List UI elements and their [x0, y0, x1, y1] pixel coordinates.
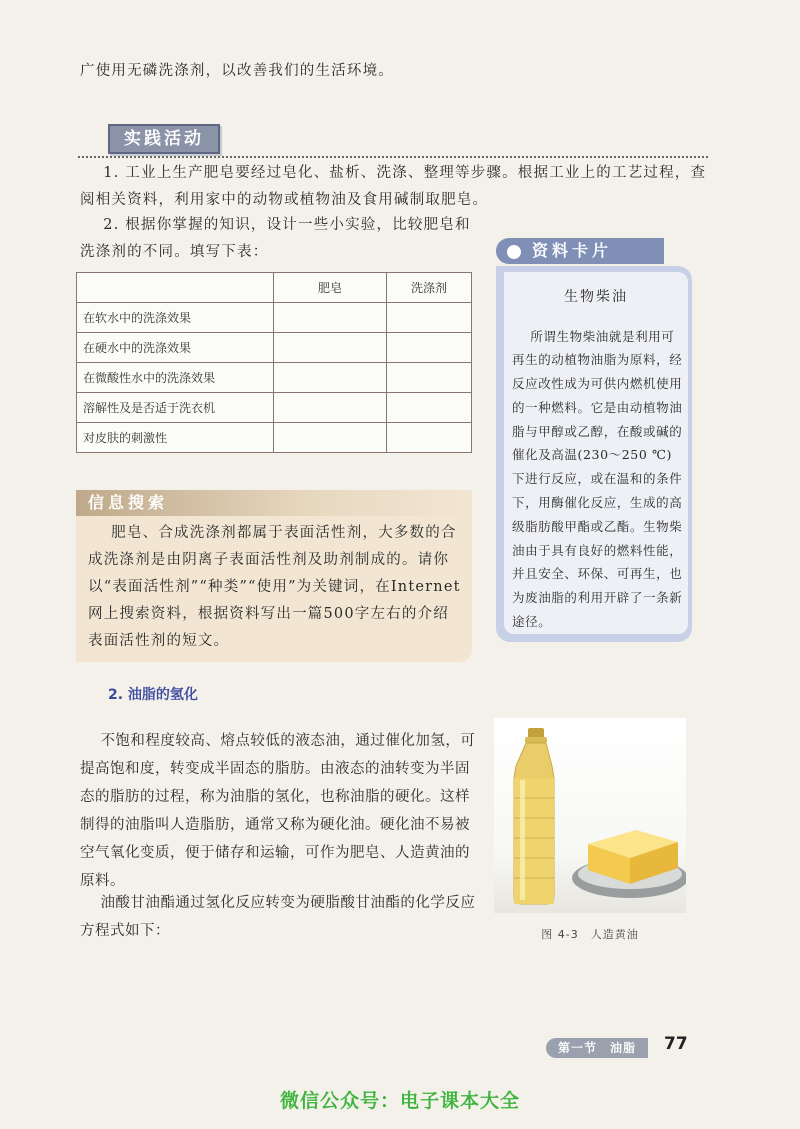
table-row [77, 333, 472, 363]
data-card-body: 所谓生物柴油就是利用可再生的动植物油脂为原料，经反应改性成为可供内燃机使用的一种燃料。它是由动植物油脂与甲醇或乙醇，在酸或碱的催化及高温(230～250 ℃)下进行反应，或在温和的条件下，用酶催化反应，生成的高级脂肪酸甲酯或乙酯。生物柴油由于具有良好的燃料性能，并且安全、环保、可再生，也为废油脂的利用开辟了一条新途径。 [512, 328, 683, 630]
hydrogenation-text: 不饱和程度较高、熔点较低的液态油，通过催化加氢，可提高饱和度，转变成半固态的脂肪。由液态的油转变为半固态的脂肪的过程，称为油脂的氢化，也称油脂的硬化。这样制得的油脂叫人造脂肪，通常又称为硬化油。硬化油不易被空气氧化变质，便于储存和运输，可作为肥皂、人造黄油的原料。 [80, 732, 476, 889]
table-cell-detergent[interactable] [387, 363, 472, 393]
bullet-dot-icon [506, 244, 522, 260]
table-row-label: 溶解性及是否适于洗衣机 [77, 393, 274, 423]
data-card-title: 生物柴油 [564, 289, 628, 305]
table-header-cell: 肥皂 [274, 273, 387, 303]
practice-step-2 [80, 212, 475, 266]
table-row-label: 在微酸性水中的洗涤效果 [77, 363, 274, 393]
practice-step-1-text: 1. 工业上生产肥皂要经过皂化、盐析、洗涤、整理等步骤。根据工业上的工艺过程，查阅相关资料，利用家中的动物或植物油及食用碱制取肥皂。 [80, 165, 707, 208]
table-cell-soap[interactable] [274, 393, 387, 423]
table-row [77, 363, 472, 393]
table-header-cell [77, 273, 274, 303]
margarine-photo [494, 718, 686, 913]
equation-intro-text: 油酸甘油酯通过氢化反应转变为硬脂酸甘油酯的化学反应方程式如下： [80, 894, 476, 939]
table-cell-detergent[interactable] [387, 393, 472, 423]
table-row-label: 在硬水中的洗涤效果 [77, 333, 274, 363]
data-card-text [512, 325, 684, 634]
table-cell-soap[interactable] [274, 423, 387, 453]
intro-line: 广使用无磷洗涤剂，以改善我们的生活环境。 [80, 63, 394, 79]
table-cell-soap[interactable] [274, 303, 387, 333]
table-row-label: 对皮肤的刺激性 [77, 423, 274, 453]
equation-intro-paragraph [80, 889, 478, 945]
table-cell-detergent[interactable] [387, 303, 472, 333]
watermark-text: 微信公众号：电子课本大全 [279, 1090, 520, 1112]
practice-step-1 [80, 160, 720, 214]
figure-caption: 图 4-3 人造黄油 [541, 928, 639, 941]
table-cell-soap[interactable] [274, 333, 387, 363]
table-cell-detergent[interactable] [387, 423, 472, 453]
page-number: 77 [664, 1034, 688, 1054]
table-header-row [77, 273, 472, 303]
section-heading: 2. 油脂的氢化 [108, 687, 198, 703]
table-row [77, 303, 472, 333]
table-row-label: 在软水中的洗涤效果 [77, 303, 274, 333]
table-header-cell: 洗涤剂 [387, 273, 472, 303]
info-search-body: 肥皂、合成洗涤剂都属于表面活性剂，大多数的合成洗涤剂是由阴离子表面活性剂及助剂制成的。请你以“表面活性剂”“种类”“使用”为关键词，在Internet网上搜索资料，根据资料写出一篇500字左右的介绍表面活性剂的短文。 [88, 525, 461, 649]
margarine-illustration [494, 718, 686, 913]
footer-section-label: 第一节 油脂 [557, 1041, 636, 1055]
practice-activity-badge: 实践活动 [108, 124, 220, 154]
hydrogenation-paragraph [80, 727, 478, 895]
comparison-table [76, 272, 472, 453]
table-row [77, 393, 472, 423]
info-search-title: 信息搜索 [88, 493, 169, 512]
table-cell-soap[interactable] [274, 363, 387, 393]
info-search-text [88, 520, 464, 655]
dotted-divider [78, 156, 708, 158]
data-card-tab-label: 资料卡片 [532, 241, 613, 260]
table-row [77, 423, 472, 453]
table-cell-detergent[interactable] [387, 333, 472, 363]
practice-step-2-text: 2. 根据你掌握的知识，设计一些小实验，比较肥皂和洗涤剂的不同。填写下表： [80, 217, 471, 260]
